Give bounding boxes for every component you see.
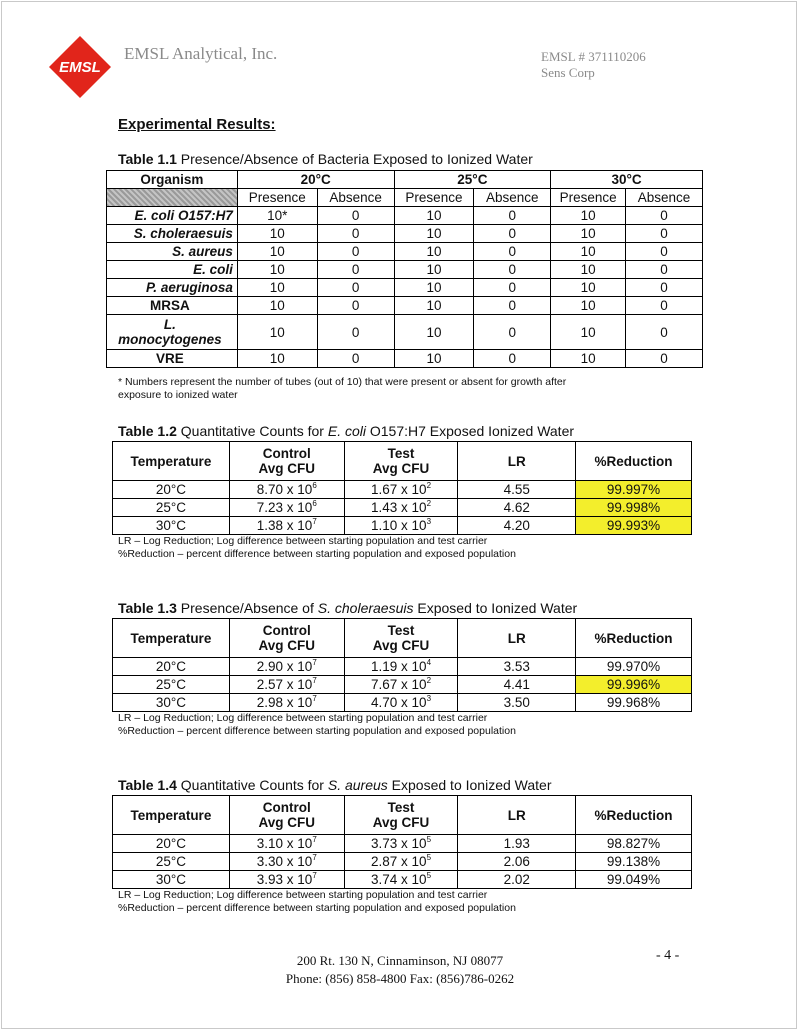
reduction-cell: 99.998% — [576, 499, 692, 517]
organism-cell: P. aeruginosa — [107, 279, 238, 297]
lr-cell: 2.02 — [458, 871, 576, 889]
lr-header: LR — [458, 619, 576, 658]
reduction-cell: 99.993% — [576, 517, 692, 535]
count-cell: 0 — [317, 297, 394, 315]
count-cell: 10 — [237, 297, 317, 315]
count-cell: 0 — [317, 315, 394, 350]
table4-notes: LR – Log Reduction; Log difference between starting population and test carrier %Reduction – percent difference between starting population and exposed population — [118, 889, 516, 914]
reduction-header: %Reduction — [576, 619, 692, 658]
temperature-cell: 30°C — [113, 871, 230, 889]
table2-caption: Table 1.2 Quantitative Counts for E. coli O157:H7 Exposed Ionized Water — [118, 423, 575, 439]
table-row — [107, 350, 703, 368]
control-cfu-cell: 7.23 x $10^6$ — [229, 499, 344, 517]
temp-header-20: 20°C — [237, 171, 394, 189]
emsl-logo — [48, 35, 112, 99]
count-cell: 10 — [394, 297, 474, 315]
temperature-cell: 25°C — [113, 853, 230, 871]
company-name: EMSL Analytical, Inc. — [124, 44, 278, 63]
count-cell: 10 — [551, 297, 626, 315]
table4-caption: Table 1.4 Quantitative Counts for S. aureus Exposed to Ionized Water — [118, 777, 552, 793]
table1-presence-absence — [106, 170, 703, 368]
table-row — [113, 517, 692, 535]
control-cfu-cell: 3.30 x $10^7$ — [229, 853, 344, 871]
test-cfu-cell: 2.87 x $10^5$ — [344, 853, 458, 871]
table3-caption: Table 1.3 Presence/Absence of S. choleraesuis Exposed to Ionized Water — [118, 600, 578, 616]
lr-cell: 4.55 — [458, 481, 576, 499]
count-cell: 0 — [474, 315, 551, 350]
lr-cell: 3.50 — [458, 694, 576, 712]
count-cell: 10 — [551, 243, 626, 261]
table-row — [113, 676, 692, 694]
count-cell: 10 — [551, 225, 626, 243]
test-header: Test Avg CFU — [344, 796, 458, 835]
count-cell: 0 — [474, 350, 551, 368]
temperature-cell: 20°C — [113, 835, 230, 853]
organism-cell: S. choleraesuis — [107, 225, 238, 243]
absence-subheader: Absence — [626, 189, 703, 207]
test-header: Test Avg CFU — [344, 442, 458, 481]
organism-cell: L. monocytogenes — [107, 315, 238, 350]
absence-subheader: Absence — [474, 189, 551, 207]
table3-scholeraesuis-counts — [112, 618, 692, 712]
count-cell: 0 — [317, 279, 394, 297]
test-cfu-cell: 3.73 x $10^5$ — [344, 835, 458, 853]
temperature-header: Temperature — [113, 796, 230, 835]
count-cell: 10 — [394, 207, 474, 225]
count-cell: 10 — [394, 225, 474, 243]
organism-cell: E. coli — [107, 261, 238, 279]
count-cell: 0 — [474, 207, 551, 225]
table-row — [107, 225, 703, 243]
count-cell: 0 — [626, 207, 703, 225]
count-cell: 0 — [317, 243, 394, 261]
presence-subheader: Presence — [237, 189, 317, 207]
lr-cell: 2.06 — [458, 853, 576, 871]
table-row — [113, 694, 692, 712]
temp-header-30: 30°C — [551, 171, 703, 189]
section-title: Experimental Results: — [118, 116, 276, 133]
control-cfu-cell: 8.70 x $10^6$ — [229, 481, 344, 499]
table-row — [107, 207, 703, 225]
test-cfu-cell: 3.74 x $10^5$ — [344, 871, 458, 889]
reduction-header: %Reduction — [576, 796, 692, 835]
table-row — [107, 297, 703, 315]
count-cell: 0 — [626, 261, 703, 279]
footer-phone-fax: Phone: (856) 858-4800 Fax: (856)786-0262 — [285, 971, 515, 986]
control-cfu-cell: 3.10 x $10^7$ — [229, 835, 344, 853]
emsl-number: EMSL # 371110206 — [541, 49, 646, 64]
lr-cell: 1.93 — [458, 835, 576, 853]
table-row — [113, 499, 692, 517]
count-cell: 0 — [626, 225, 703, 243]
test-cfu-cell: 1.43 x $10^2$ — [344, 499, 458, 517]
hatched-cell — [107, 189, 238, 207]
control-cfu-cell: 1.38 x $10^7$ — [229, 517, 344, 535]
organism-header: Organism — [107, 171, 238, 189]
temperature-cell: 25°C — [113, 676, 230, 694]
temperature-cell: 20°C — [113, 481, 230, 499]
test-cfu-cell: 4.70 x $10^3$ — [344, 694, 458, 712]
test-cfu-cell: 1.10 x $10^3$ — [344, 517, 458, 535]
count-cell: 0 — [317, 207, 394, 225]
count-cell: 0 — [626, 315, 703, 350]
control-cfu-cell: 3.93 x $10^7$ — [229, 871, 344, 889]
table-row — [113, 658, 692, 676]
count-cell: 10 — [394, 315, 474, 350]
table-row — [113, 871, 692, 889]
table-row — [113, 835, 692, 853]
table2-ecoli-counts — [112, 441, 692, 535]
presence-subheader: Presence — [394, 189, 474, 207]
table-row — [113, 853, 692, 871]
reduction-cell: 99.049% — [576, 871, 692, 889]
client-name: Sens Corp — [541, 65, 595, 80]
control-cfu-cell: 2.98 x $10^7$ — [229, 694, 344, 712]
temperature-cell: 25°C — [113, 499, 230, 517]
count-cell: 0 — [317, 225, 394, 243]
presence-subheader: Presence — [551, 189, 626, 207]
count-cell: 0 — [626, 297, 703, 315]
table1-footnote: * Numbers represent the number of tubes (out of 10) that were present or absent for growth after exposure to ionized water — [118, 376, 567, 401]
count-cell: 10 — [551, 279, 626, 297]
reduction-cell: 98.827% — [576, 835, 692, 853]
control-header: Control Avg CFU — [229, 442, 344, 481]
table2-notes: LR – Log Reduction; Log difference between starting population and test carrier %Reduction – percent difference between starting population and exposed population — [118, 535, 516, 560]
test-cfu-cell: 1.19 x $10^4$ — [344, 658, 458, 676]
table-row — [107, 279, 703, 297]
control-cfu-cell: 2.90 x $10^7$ — [229, 658, 344, 676]
control-header: Control Avg CFU — [229, 619, 344, 658]
temperature-cell: 30°C — [113, 694, 230, 712]
reduction-cell: 99.996% — [576, 676, 692, 694]
lr-cell: 3.53 — [458, 658, 576, 676]
table-row — [107, 261, 703, 279]
count-cell: 0 — [317, 261, 394, 279]
control-cfu-cell: 2.57 x $10^7$ — [229, 676, 344, 694]
lr-cell: 4.20 — [458, 517, 576, 535]
footer-address: 200 Rt. 130 N, Cinnaminson, NJ 08077 — [296, 953, 504, 968]
count-cell: 10 — [394, 279, 474, 297]
organism-cell: MRSA — [107, 297, 238, 315]
count-cell: 10 — [394, 243, 474, 261]
table4-saureus-counts — [112, 795, 692, 889]
table-row — [113, 481, 692, 499]
count-cell: 10 — [237, 279, 317, 297]
count-cell: 10 — [551, 315, 626, 350]
table-row — [107, 243, 703, 261]
count-cell: 10* — [237, 207, 317, 225]
count-cell: 0 — [474, 243, 551, 261]
table-row — [107, 315, 703, 350]
test-header: Test Avg CFU — [344, 619, 458, 658]
lr-cell: 4.62 — [458, 499, 576, 517]
reduction-cell: 99.138% — [576, 853, 692, 871]
control-header: Control Avg CFU — [229, 796, 344, 835]
count-cell: 0 — [626, 279, 703, 297]
temperature-cell: 30°C — [113, 517, 230, 535]
count-cell: 0 — [474, 261, 551, 279]
table1-caption: Table 1.1 Presence/Absence of Bacteria Exposed to Ionized Water — [118, 151, 533, 167]
count-cell: 0 — [317, 350, 394, 368]
count-cell: 10 — [237, 243, 317, 261]
table3-notes: LR – Log Reduction; Log difference between starting population and test carrier %Reduction – percent difference between starting population and exposed population — [118, 712, 516, 737]
organism-cell: E. coli O157:H7 — [107, 207, 238, 225]
page-number: - 4 - — [656, 948, 680, 963]
count-cell: 10 — [551, 350, 626, 368]
count-cell: 0 — [626, 243, 703, 261]
lr-header: LR — [458, 442, 576, 481]
count-cell: 10 — [394, 350, 474, 368]
count-cell: 0 — [474, 225, 551, 243]
absence-subheader: Absence — [317, 189, 394, 207]
test-cfu-cell: 1.67 x $10^2$ — [344, 481, 458, 499]
count-cell: 10 — [237, 315, 317, 350]
temp-header-25: 25°C — [394, 171, 551, 189]
count-cell: 10 — [237, 261, 317, 279]
svg-text:EMSL: EMSL — [59, 59, 101, 76]
lr-header: LR — [458, 796, 576, 835]
count-cell: 0 — [474, 279, 551, 297]
count-cell: 10 — [551, 207, 626, 225]
page-footer — [0, 952, 800, 988]
count-cell: 0 — [626, 350, 703, 368]
reduction-cell: 99.968% — [576, 694, 692, 712]
count-cell: 10 — [237, 225, 317, 243]
temperature-header: Temperature — [113, 619, 230, 658]
count-cell: 0 — [474, 297, 551, 315]
test-cfu-cell: 7.67 x $10^2$ — [344, 676, 458, 694]
organism-cell: VRE — [107, 350, 238, 368]
temperature-header: Temperature — [113, 442, 230, 481]
organism-cell: S. aureus — [107, 243, 238, 261]
count-cell: 10 — [237, 350, 317, 368]
reduction-cell: 99.970% — [576, 658, 692, 676]
temperature-cell: 20°C — [113, 658, 230, 676]
count-cell: 10 — [551, 261, 626, 279]
lr-cell: 4.41 — [458, 676, 576, 694]
report-reference — [541, 49, 646, 81]
count-cell: 10 — [394, 261, 474, 279]
reduction-header: %Reduction — [576, 442, 692, 481]
reduction-cell: 99.997% — [576, 481, 692, 499]
